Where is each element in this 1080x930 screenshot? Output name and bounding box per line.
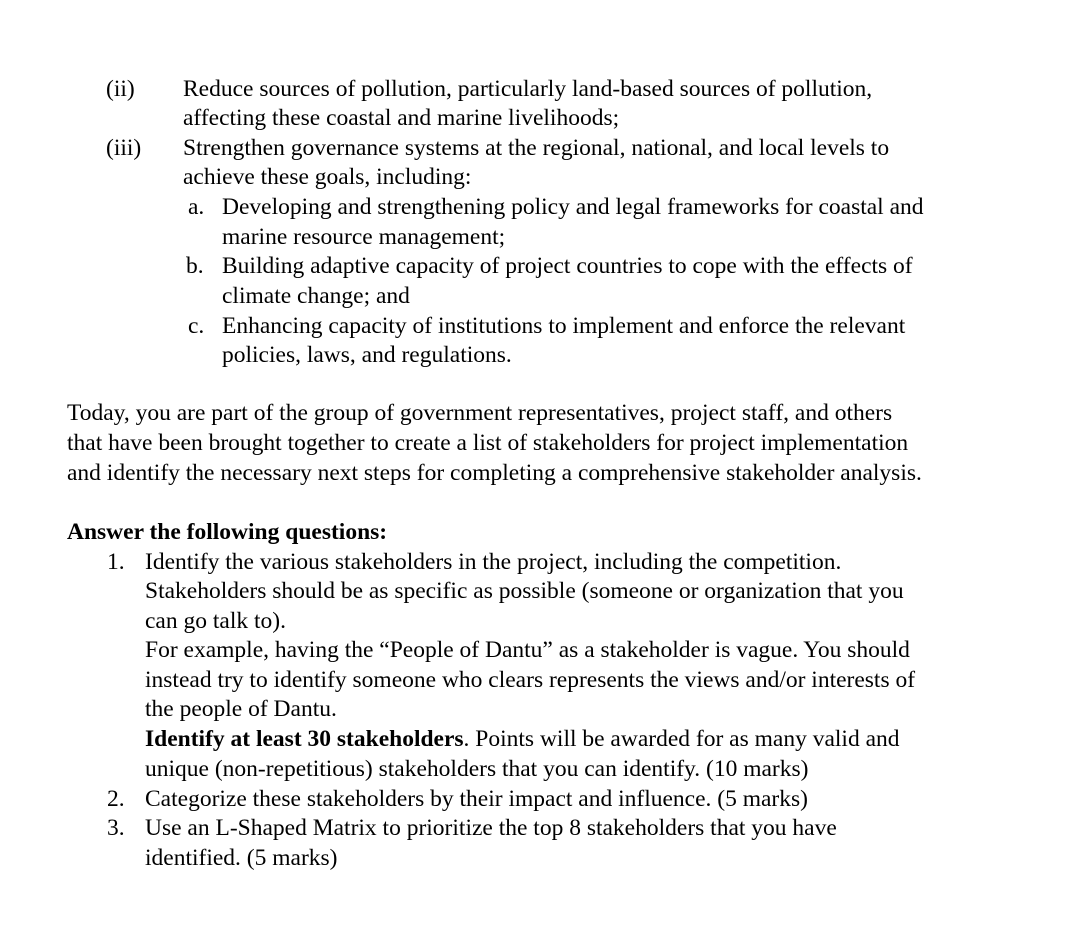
intro-paragraph-line: that have been brought together to create a list of stakeholders for project implementation <box>67 430 909 456</box>
question-emphasis-line <box>145 724 900 754</box>
subitem-text-line: marine resource management; <box>222 224 506 250</box>
question-text-line: can go talk to). <box>145 608 286 634</box>
question-text-line: Use an L-Shaped Matrix to prioritize the top 8 stakeholders that you have <box>145 815 837 841</box>
question-text-line: instead try to identify someone who clears represents the views and/or interests of <box>145 667 916 693</box>
question-text-line: identified. (5 marks) <box>145 845 338 871</box>
subitem-letter: c. <box>188 313 205 339</box>
question-number: 3. <box>107 815 125 841</box>
subitem-letter: a. <box>188 194 205 220</box>
subitem-text-line: Enhancing capacity of institutions to implement and enforce the relevant <box>222 313 906 339</box>
subitem-text-line: climate change; and <box>222 283 410 309</box>
objective-text-line: Reduce sources of pollution, particularly land-based sources of pollution, <box>183 76 873 102</box>
subitem-letter: b. <box>186 253 204 279</box>
objective-numeral: (iii) <box>106 135 142 161</box>
subitem-text-line: Building adaptive capacity of project countries to cope with the effects of <box>222 253 913 279</box>
question-emphasis: Identify at least 30 stakeholders <box>145 726 464 752</box>
subitem-text-line: Developing and strengthening policy and legal frameworks for coastal and <box>222 194 924 220</box>
intro-paragraph-line: and identify the necessary next steps for completing a comprehensive stakeholder analysis. <box>67 460 922 486</box>
objective-text-line: achieve these goals, including: <box>183 164 472 190</box>
question-number: 1. <box>107 549 125 575</box>
objective-text-line: affecting these coastal and marine livelihoods; <box>183 105 620 131</box>
questions-heading: Answer the following questions: <box>67 519 388 545</box>
question-text-line: unique (non-repetitious) stakeholders that you can identify. (10 marks) <box>145 756 809 782</box>
objective-numeral: (ii) <box>106 76 135 102</box>
question-text-line: Identify the various stakeholders in the project, including the competition. <box>145 549 842 575</box>
question-text-line: For example, having the “People of Dantu” as a stakeholder is vague. You should <box>145 637 910 663</box>
subitem-text-line: policies, laws, and regulations. <box>222 342 512 368</box>
intro-paragraph-line: Today, you are part of the group of government representatives, project staff, and others <box>67 400 893 426</box>
question-text-line: Stakeholders should be as specific as possible (someone or organization that you <box>145 578 904 604</box>
question-text-line: the people of Dantu. <box>145 696 337 722</box>
objective-text-line: Strengthen governance systems at the regional, national, and local levels to <box>183 135 890 161</box>
question-number: 2. <box>107 786 125 812</box>
question-text-line: Categorize these stakeholders by their impact and influence. (5 marks) <box>145 786 808 812</box>
question-emphasis-rest: . Points will be awarded for as many valid and <box>463 726 900 752</box>
